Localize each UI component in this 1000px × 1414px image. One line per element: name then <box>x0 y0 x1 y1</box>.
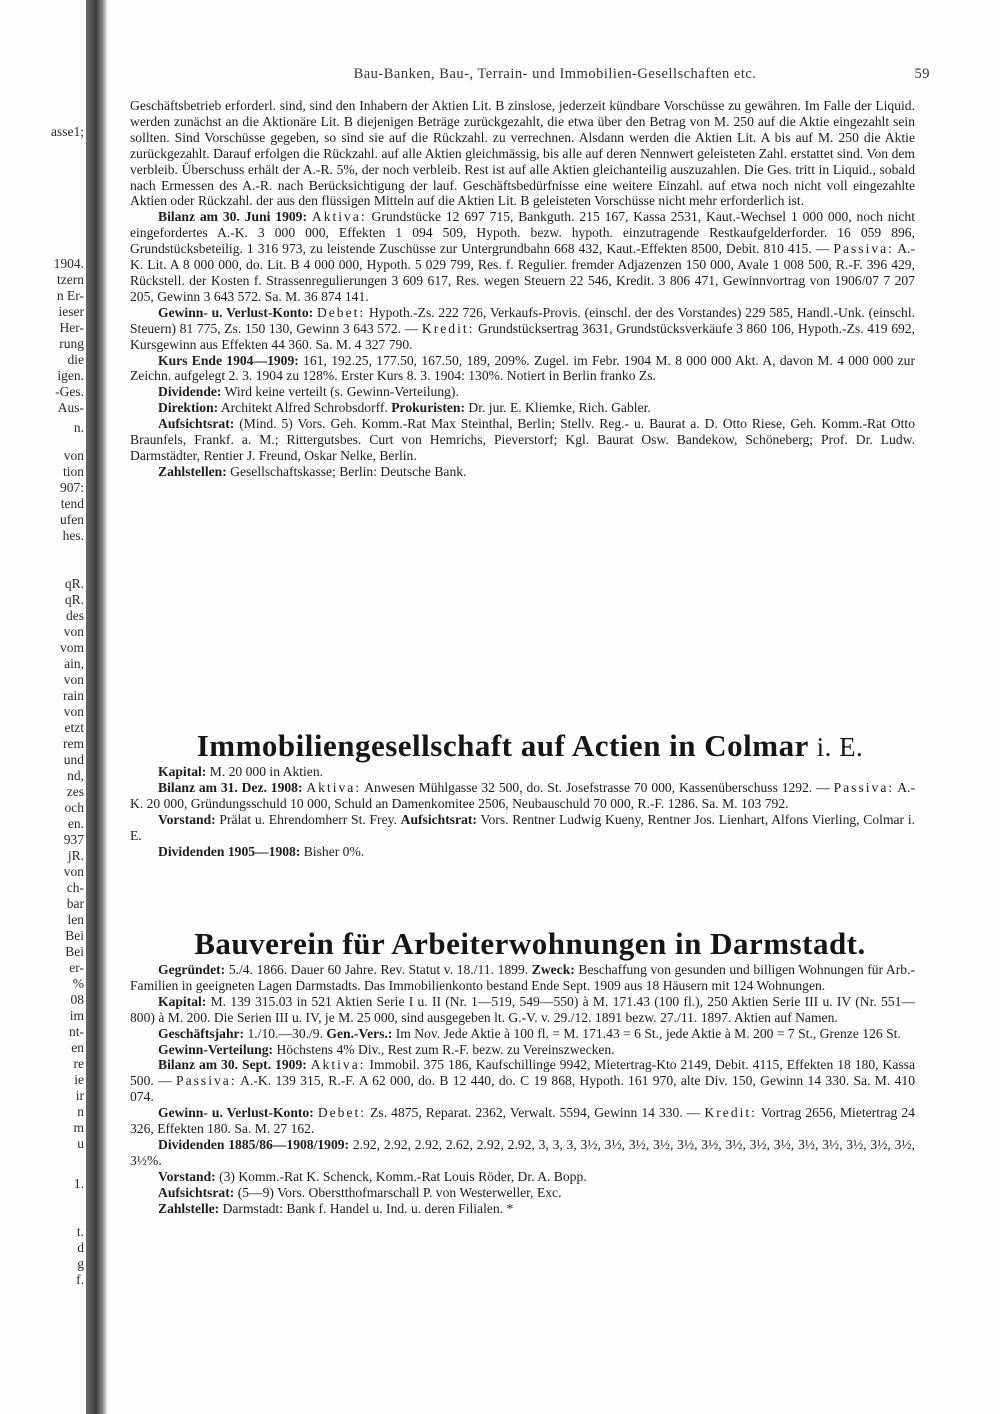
label-aktiva: Aktiva: <box>310 1057 366 1073</box>
left-fragment-line: och <box>64 800 84 815</box>
text-aufsichtsrat: Vors. Rentner Ludwig Kueny, Rentner Jos. Lienhart, Alfons Vierling, Colmar i. E. <box>130 811 915 843</box>
binding-gutter <box>86 0 108 1414</box>
left-fragment-line: 1904. <box>53 256 84 271</box>
left-fragment-line: die <box>67 352 84 367</box>
text-kurs: 161, 192.25, 177.50, 167.50, 189, 209%. Zugel. im Febr. 1904 M. 8 000 000 Akt. A, davon M. 4 000 000 zur Zeichn. aufgelegt 2. 3. 1904 zu 128%. Erster Kurs 8. 3. 1904: 130%. Notiert in Berlin franko Zs. <box>130 352 915 384</box>
label-aufsichtsrat: Aufsichtsrat: <box>158 1184 235 1200</box>
text-zahlstellen: Gesellschaftskasse; Berlin: Deutsche Bank. <box>230 463 467 479</box>
paragraph-bilanz <box>130 1057 915 1105</box>
label-vorstand: Vorstand: <box>158 811 216 827</box>
text-aufsichtsrat: (5—9) Vors. Oberstthofmarschall P. von Westerweller, Exc. <box>237 1184 562 1200</box>
label-passiva: Passiva: <box>833 241 894 257</box>
left-fragment-line: ir <box>75 1088 84 1103</box>
left-fragment-line: asse1; <box>51 124 84 139</box>
left-fragment-line: vom <box>59 640 84 655</box>
left-fragment-line: Bei <box>65 944 84 959</box>
left-fragment-line: g <box>77 1256 84 1271</box>
text-vorstand: Prälat u. Ehrendomherr St. Frey. <box>219 811 397 827</box>
label-geschaeftsjahr: Geschäftsjahr: <box>158 1025 245 1041</box>
left-fragment-line: jR. <box>67 848 84 863</box>
paragraph-kapital <box>130 764 915 780</box>
left-fragment-line: von <box>63 864 84 879</box>
left-fragment-line: f. <box>76 1272 84 1287</box>
label-gewinnverteilung: Gewinn-Verteilung: <box>158 1041 274 1057</box>
left-fragment-line: ain, <box>64 656 84 671</box>
left-fragment-line: ieser <box>58 304 84 319</box>
heading-darmstadt <box>180 926 880 962</box>
text-prokuristen: Dr. jur. E. Kliemke, Rich. Gabler. <box>468 400 651 416</box>
paragraph-liquidation: Geschäftsbetrieb erforderl. sind, sind den Inhabern der Aktien Lit. B zinslose, jederzeit kündbare Vorschüsse zu gewähren. Im Falle der Liquid. werden zunächst an die Aktionäre Lit. B diejenigen Beträge zurückgezahlt, die etwa über den Betrag von M. 250 auf die Aktie eingezahlt sein sollten. Sind Vorschüsse gegeben, so sind sie auf die Rückzahl. zu verrechnen. Alsdann werden die Aktien Lit. A bis auf M. 250 die Aktie zurückgezahlt. Darauf erfolgen die Rückzahl. auf alle Aktien gleichmässig, bis alle auf deren Nennwert geleisteten Zahl. erstattet sind. Von dem verbleib. Überschuss erhält der A.-R. 5%, der noch verbleib. Rest ist auf alle Aktien gleichanteilig auszuzahlen. Die Ges. tritt in Liquid., sobald nach Ermessen des A.-R. nach Berücksichtigung der lauf. Geschäftsbedürfnisse eine weitere Einzahl. auf etwa noch nicht voll eingezahlte Aktien oder Rückzahl. der aus den flüssigen Mitteln auf die Aktien Lit. B geleisteten Vorschüsse nicht mehr erforderlich ist. <box>130 98 915 209</box>
text-zweck: Beschaffung von gesunden und billigen Wohnungen für Arb.-Familien in geeigneten Lagen Darmstadts. Das Immobilienkonto bestand Ende Sept. 1909 aus 18 Häusern mit 124 Wohnungen. <box>130 962 916 993</box>
text-dividenden: Bisher 0%. <box>303 843 365 859</box>
section-darmstadt-entry <box>130 962 915 1217</box>
paragraph-bilanz <box>130 780 915 812</box>
label-passiva: Passiva: <box>833 779 895 795</box>
text-kredit: Vortrag 2656, Mietertrag 24 326, Effekten 180. Sa. M. 27 162. <box>130 1105 915 1137</box>
paragraph-kapital <box>130 994 915 1026</box>
label-prokuristen: Prokuristen: <box>391 400 465 416</box>
text-aktiva: Grundstücke 12 697 715, Bankguth. 215 167, Kassa 2531, Kaut.-Wechsel 1 000 000, noch nicht eingefordertes A.-K. 3 000 000, Effekten 1 094 509, Hypoth. bezw. hypoth. einzutragende Restkaufgelderforder. 16 059 896, Grundstücksbeteilig. 1 316 973, zu leistende Zuschüsse zur Untergrundbahn 668 432, Kaut.-Effekten 8500, Debit. 810 415. — <box>130 209 915 257</box>
left-fragment-line: zes <box>66 784 84 799</box>
text-aktiva: Anwesen Mühlgasse 32 500, do. St. Josefstrasse 70 000, Kassenüberschuss 1292. — <box>364 779 830 795</box>
text-debet: Hypoth.-Zs. 222 726, Verkaufs-Provis. (einschl. der des Vorstandes) 229 585, Handl.-Unk. (einschl. Steuern) 81 775, Zs. 150 130, Gewinn 3 643 572. — <box>130 304 915 336</box>
left-fragment-line: und <box>63 752 84 767</box>
left-fragment-line: etzt <box>64 720 84 735</box>
text-kredit: Grundstücksertrag 3631, Grundstücksverkäufe 3 860 106, Hypoth.-Zs. 419 692, Kursgewinn aus Effekten 44 360. Sa. M. 4 327 790. <box>130 320 915 352</box>
label-guv: Gewinn- u. Verlust-Konto: <box>158 1105 314 1121</box>
paragraph-gewinnverteilung <box>130 1042 915 1058</box>
left-fragment-line: ch- <box>66 880 84 895</box>
left-fragment-line: tend <box>60 496 84 511</box>
left-fragment-line: ie <box>74 1072 84 1087</box>
left-fragment-line: ufen <box>60 512 84 527</box>
paragraph-gegruendet <box>130 962 915 994</box>
paragraph-vorstand <box>130 1169 915 1185</box>
label-bilanz: Bilanz am 30. Sept. 1909: <box>158 1057 307 1073</box>
label-kurs: Kurs Ende 1904—1909: <box>158 352 299 368</box>
left-fragment-line: t. <box>76 1224 84 1239</box>
paragraph-direktion <box>130 400 915 416</box>
label-genvers: Gen.-Vers.: <box>326 1025 393 1041</box>
left-fragment-line: von <box>63 624 84 639</box>
heading-colmar-suffix: i. E. <box>816 732 864 762</box>
left-fragment-line: von <box>63 672 84 687</box>
left-fragment-line: im <box>69 1008 84 1023</box>
paragraph-kurs <box>130 353 915 385</box>
left-page-fragments <box>0 0 84 1414</box>
left-fragment-line: rain <box>63 688 84 703</box>
left-fragment-line: m <box>73 1120 84 1135</box>
left-fragment-line: u <box>77 1136 84 1151</box>
label-dividende: Dividende: <box>158 384 222 400</box>
paragraph-dividenden <box>130 1137 915 1169</box>
text-passiva: A.-K. Lit. A 8 000 000, do. Lit. B 4 000 000, Hypoth. 5 029 799, Res. f. Regulier. fremder Adjazenzen 150 000, Avale 1 008 500, R.-F. 396 429, Rückstell. der Kosten f. Strassenregulierungen 3 609 617, Res. wegen Steuern 22 546, Kredit. 3 806 471, Gewinnvortrag von 1906/07 7 207 205, Gewinn 3 643 572. Sa. M. 36 874 141. <box>130 241 915 304</box>
label-debet: Debet: <box>317 1105 367 1121</box>
text-aktiva: Immobil. 375 186, Kaufschillinge 9942, Mietertrag-Kto 2149, Debit. 4115, Effekten 18 180, Kassa 500. — <box>130 1057 915 1089</box>
label-aktiva: Aktiva: <box>311 209 367 225</box>
paragraph-aufsichtsrat <box>130 416 915 464</box>
running-title: Bau-Banken, Bau-, Terrain- und Immobilien-Gesellschaften etc. <box>353 66 757 82</box>
left-fragment-line: qR. <box>64 576 84 591</box>
text-genvers: Im Nov. Jede Aktie à 100 fl. = M. 171.43 = 6 St., jede Aktie à M. 200 = 7 St., Grenze 126 St. <box>395 1025 901 1041</box>
label-dividenden: Dividenden 1885/86—1908/1909: <box>158 1136 350 1152</box>
left-fragment-line: des <box>66 608 84 623</box>
paragraph-guv <box>130 1105 915 1137</box>
label-guv: Gewinn- u. Verlust-Konto: <box>158 304 314 320</box>
left-fragment-line: bar <box>66 896 84 911</box>
left-fragment-line: er- <box>69 960 84 975</box>
paragraph-dividende <box>130 384 915 400</box>
left-fragment-line: 937 <box>63 832 84 847</box>
label-debet: Debet: <box>316 304 366 320</box>
text-gegruendet: 5./4. 1866. Dauer 60 Jahre. Rev. Statut v. 18./11. 1899. <box>228 962 529 977</box>
left-fragment-line: re <box>73 1056 84 1071</box>
left-fragment-line: n Er- <box>56 288 84 303</box>
label-kredit: Kredit: <box>421 320 475 336</box>
left-fragment-line: n <box>77 1104 84 1119</box>
left-fragment-line: % <box>72 976 84 991</box>
label-aufsichtsrat: Aufsichtsrat: <box>158 416 235 432</box>
label-passiva: Passiva: <box>176 1073 237 1089</box>
heading-colmar-text: Immobiliengesellschaft auf Actien in Colmar <box>196 728 809 763</box>
text-debet: Zs. 4875, Reparat. 2362, Verwalt. 5594, Gewinn 14 330. — <box>370 1105 701 1121</box>
label-zweck: Zweck: <box>531 962 575 977</box>
left-fragment-line: Her- <box>59 320 84 335</box>
left-fragment-line: Bei <box>65 928 84 943</box>
left-fragment-line: nd, <box>67 768 84 783</box>
running-header <box>180 66 930 86</box>
label-zahlstelle: Zahlstelle: <box>158 1200 220 1216</box>
text-kapital: M. 20 000 in Aktien. <box>209 764 324 779</box>
left-fragment-line: hes. <box>62 528 84 543</box>
left-fragment-line: 907: <box>59 480 84 495</box>
page-number: 59 <box>914 66 930 82</box>
label-direktion: Direktion: <box>158 400 219 416</box>
label-kapital: Kapital: <box>158 764 207 779</box>
left-fragment-line: n. <box>73 420 84 435</box>
text-direktion: Architekt Alfred Schrobsdorff. <box>220 400 388 416</box>
text-passiva: A.-K. 20 000, Gründungsschuld 10 000, Schuld an Damenkomitee 2506, Neubauschuld 70 000, R.-F. 1286. Sa. M. 103 792. <box>130 779 915 811</box>
left-fragment-line: tion <box>62 464 84 479</box>
paragraph-dividenden <box>130 844 915 860</box>
left-fragment-line: nt- <box>69 1024 84 1039</box>
paragraph-aufsichtsrat <box>130 1185 915 1201</box>
label-dividenden: Dividenden 1905—1908: <box>158 843 301 859</box>
left-fragment-line: igen. <box>57 368 84 383</box>
left-fragment-line: en <box>71 1040 84 1055</box>
left-fragment-line: von <box>63 704 84 719</box>
paragraph-zahlstelle <box>130 1201 915 1217</box>
text-kapital: M. 139 315.03 in 521 Aktien Serie I u. II (Nr. 1—519, 549—550) à M. 171.43 (100 fl.), 250 Aktien Serie III u. IV (Nr. 551—800) à M. 200. Die Serien III u. IV, je M. 25 000, sind ausgegeben lt. G.-V. v. 29./12. 1891 bezw. 27./11. 1897. Aktien auf Namen. <box>130 993 915 1025</box>
left-fragment-line: 1. <box>73 1176 84 1191</box>
label-aufsichtsrat: Aufsichtsrat: <box>400 811 477 827</box>
left-fragment-line: d <box>77 1240 84 1255</box>
left-fragment-line: Aus- <box>57 400 84 415</box>
text-gewinnverteilung: Höchstens 4% Div., Rest zum R.-F. bezw. zu Vereinszwecken. <box>276 1041 615 1057</box>
left-fragment-line: len <box>67 912 84 927</box>
text-geschaeftsjahr: 1./10.—30./9. <box>247 1025 324 1041</box>
left-fragment-line: -Ges. <box>55 384 84 399</box>
label-kapital: Kapital: <box>158 993 207 1009</box>
left-fragment-line: rem <box>63 736 84 751</box>
label-zahlstellen: Zahlstellen: <box>158 463 227 479</box>
label-bilanz: Bilanz am 31. Dez. 1908: <box>158 779 303 795</box>
text-aufsichtsrat: (Mind. 5) Vors. Geh. Komm.-Rat Max Steinthal, Berlin; Stellv. Reg.- u. Baurat a. D. Otto Riese, Geh. Komm.-Rat Otto Braunfels, Frankf. a. M.; Rittergutsbes. Curt von Hemrichs, Pieverstorf; Kgl. Baurat Osw. Bandekow, Schöneberg; Prof. Dr. Ludw. Darmstädter, Rentier J. Freund, Oskar Nelke, Berlin. <box>130 416 915 463</box>
heading-darmstadt-text: Bauverein für Arbeiterwohnungen in Darmstadt. <box>194 926 866 961</box>
label-kredit: Kredit: <box>704 1105 757 1121</box>
text-passiva: A.-K. 139 315, R.-F. A 62 000, do. B 12 440, do. C 19 868, Hypoth. 161 970, alte Div. 150, Gewinn 14 330. Sa. M. 410 074. <box>130 1073 916 1105</box>
left-fragment-line: en. <box>67 816 84 831</box>
label-gegruendet: Gegründet: <box>158 962 226 977</box>
label-aktiva: Aktiva: <box>306 779 362 795</box>
paragraph-geschaeftsjahr <box>130 1026 915 1042</box>
text-dividende: Wird keine verteilt (s. Gewinn-Verteilung). <box>224 384 459 400</box>
heading-colmar <box>180 728 880 764</box>
text-zahlstelle: Darmstadt: Bank f. Handel u. Ind. u. deren Filialen. * <box>222 1200 514 1216</box>
section-baubank-entry <box>130 98 915 480</box>
left-fragment-line: rung <box>59 336 84 351</box>
label-vorstand: Vorstand: <box>158 1168 216 1184</box>
text-vorstand: (3) Komm.-Rat K. Schenck, Komm.-Rat Louis Röder, Dr. A. Bopp. <box>219 1168 587 1184</box>
paragraph-bilanz <box>130 209 915 304</box>
left-fragment-line: qR. <box>64 592 84 607</box>
paragraph-guv <box>130 305 915 353</box>
paragraph-vorstand <box>130 812 915 844</box>
left-fragment-line: 08 <box>70 992 84 1007</box>
section-colmar-entry <box>130 764 915 859</box>
paragraph-zahlstellen <box>130 464 915 480</box>
left-fragment-line: tzern <box>57 272 84 287</box>
text-dividenden: 2.92, 2.92, 2.92, 2.62, 2.92, 2.92, 3, 3, 3, 3½, 3½, 3½, 3½, 3½, 3½, 3½, 3½, 3½, 3½, 3½, 3½, 3½, 3½, 3½%. <box>130 1136 915 1168</box>
left-fragment-line: von <box>63 448 84 463</box>
label-bilanz: Bilanz am 30. Juni 1909: <box>158 209 307 225</box>
